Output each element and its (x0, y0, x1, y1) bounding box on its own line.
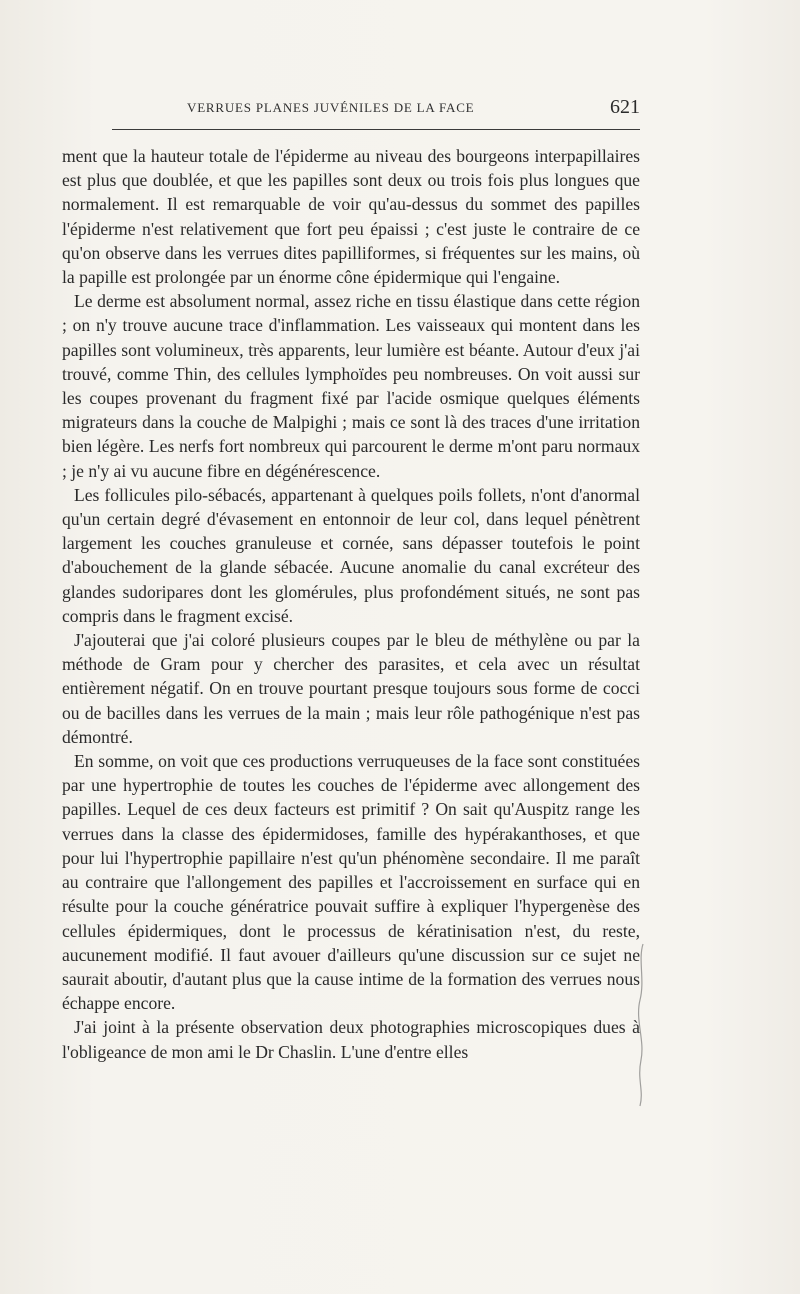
running-title: VERRUES PLANES JUVÉNILES DE LA FACE (187, 100, 475, 115)
paragraph-4: J'ajouterai que j'ai coloré plusieurs coupes par le bleu de méthylène ou par la méthode de Gram pour y chercher des parasites, et cela avec un résultat entièrement négatif. On en trouve pourtant presque toujours sous forme de cocci ou de bacilles dans les verrues de la main ; mais leur rôle pathogénique n'est pas démontré. (62, 630, 640, 747)
paragraph-2: Le derme est absolument normal, assez riche en tissu élastique dans cette région ; on n'y trouve aucune trace d'inflammation. Les vaisseaux qui montent dans les papilles sont volumineux, très apparents, leur lumière est béante. Autour d'eux j'ai trouvé, comme Thin, des cellules lymphoïdes peu nombreuses. On voit aussi sur les coupes provenant du fragment fixé par l'acide osmique quelques éléments migrateurs dans la couche de Malpighi ; mais ce sont là des traces d'une irritation bien légère. Les nerfs fort nombreux qui parcourent le derme m'ont paru normaux ; je n'y ai vu aucune fibre en dégénérescence. (62, 291, 640, 481)
body-text (62, 144, 640, 1064)
header-rule (112, 129, 640, 130)
paragraph-1: ment que la hauteur totale de l'épiderme au niveau des bourgeons interpapillaires est plus que doublée, et que les papilles sont deux ou trois fois plus longues que normalement. Il est remarquable de voir qu'au-dessus du sommet des papilles l'épiderme n'est relativement que fort peu épaissi ; c'est juste le contraire de ce qu'on observe dans les verrues dites papilliformes, si fréquentes sur les mains, où la papille est prolongée par un énorme cône épidermique qui l'engaine. (62, 146, 640, 288)
paragraph-6: J'ai joint à la présente observation deux photographies microscopiques dues à l'obligeance de mon ami le Dr Chaslin. L'une d'entre elles (62, 1017, 640, 1062)
page-header (62, 98, 640, 122)
margin-pencil-mark (635, 940, 649, 1110)
page-number: 621 (610, 96, 640, 118)
paragraph-3: Les follicules pilo-sébacés, appartenant à quelques poils follets, n'ont d'anormal qu'un certain degré d'évasement en entonnoir de leur col, dans lequel pénètrent largement les couches granuleuse et cornée, sans dépasser toutefois le point d'abouchement de la glande sébacée. Aucune anomalie du canal excréteur des glandes sudoripares dont les glomérules, plus profondément situés, ne sont pas compris dans le fragment excisé. (62, 484, 640, 626)
paragraph-5: En somme, on voit que ces productions verruqueuses de la face sont constituées par une hypertrophie de toutes les couches de l'épiderme avec allongement des papilles. Lequel de ces deux facteurs est primitif ? On sait qu'Auspitz range les verrues dans la classe des épidermidoses, famille des hypérakanthoses, et que pour lui l'hypertrophie papillaire n'est qu'un phénomène secondaire. Il me paraît au contraire que l'allongement des papilles et l'accroissement en surface qui en résulte pour la couche génératrice pouvait suffire à expliquer l'hypergenèse des cellules épidermiques, dont le processus de kératinisation n'est, du reste, aucunement modifié. Il faut avouer d'ailleurs qu'une discussion sur ce sujet ne saurait aboutir, d'autant plus que la cause intime de la formation des verrues nous échappe encore. (62, 751, 640, 1014)
